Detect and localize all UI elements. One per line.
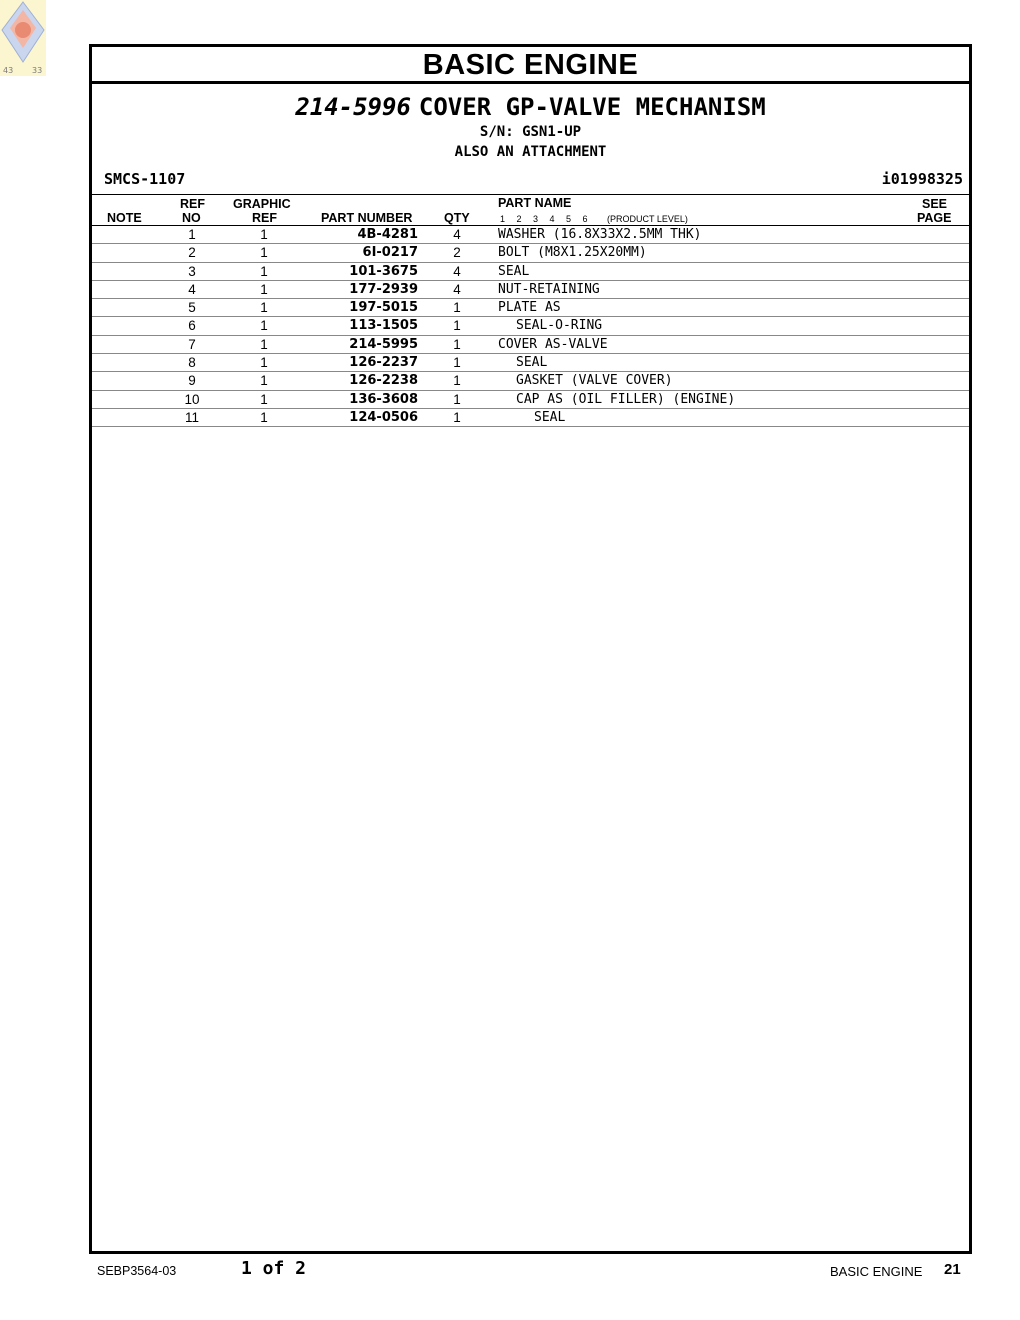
cell-part-number: 177-2939 <box>349 281 418 297</box>
table-row <box>92 354 969 372</box>
cell-part-number: 136-3608 <box>349 391 418 407</box>
smcs-code: SMCS-1107 <box>104 170 186 188</box>
col-graphic-top: GRAPHIC <box>233 197 291 211</box>
cell-part-name: PLATE AS <box>498 300 561 316</box>
parts-table-body <box>92 226 969 427</box>
cell-part-number: 126-2238 <box>349 373 418 389</box>
table-row <box>92 281 969 299</box>
section-title: BASIC ENGINE <box>92 47 969 84</box>
table-row <box>92 409 969 427</box>
parts-page-frame <box>89 44 972 1254</box>
cell-part-name: GASKET (VALVE COVER) <box>516 373 673 389</box>
cell-part-name: SEAL <box>516 355 548 371</box>
cell-ref-no: 11 <box>184 409 199 425</box>
cell-part-name: BOLT (M8X1.25X20MM) <box>498 245 647 261</box>
cell-graphic-ref: 1 <box>260 318 268 334</box>
cell-ref-no: 7 <box>188 336 196 352</box>
table-row <box>92 299 969 317</box>
cell-ref-no: 3 <box>188 263 196 279</box>
serial-number: S/N: GSN1-UP <box>479 124 582 140</box>
cell-qty: 4 <box>453 227 461 242</box>
cell-graphic-ref: 1 <box>260 245 268 261</box>
col-see-bottom: PAGE <box>917 211 952 225</box>
group-title <box>92 92 969 122</box>
cell-qty: 2 <box>453 245 461 261</box>
cell-graphic-ref: 1 <box>260 336 268 352</box>
cell-graphic-ref: 1 <box>260 373 268 389</box>
cell-graphic-ref: 1 <box>260 227 268 242</box>
table-row <box>92 391 969 409</box>
cell-qty: 1 <box>453 318 461 334</box>
cell-graphic-ref: 1 <box>260 409 268 425</box>
col-ref-bottom: NO <box>182 211 201 225</box>
illustration-id: i01998325 <box>881 170 963 188</box>
footer-section: BASIC ENGINE <box>830 1264 923 1279</box>
cell-ref-no: 8 <box>188 355 196 371</box>
cell-graphic-ref: 1 <box>260 391 268 407</box>
cell-part-name: SEAL-O-RING <box>516 318 603 334</box>
logo-number-right: 33 <box>32 66 43 75</box>
cell-qty: 1 <box>453 336 461 352</box>
col-see-top: SEE <box>922 197 948 211</box>
page-footer <box>0 1258 1020 1282</box>
cell-graphic-ref: 1 <box>260 281 268 297</box>
cell-part-name: NUT-RETAINING <box>498 281 600 297</box>
col-ref-top: REF <box>180 197 205 211</box>
cell-ref-no: 9 <box>188 373 196 389</box>
footer-page-of: 1 of 2 <box>241 1258 307 1279</box>
cell-part-number: 126-2237 <box>349 355 418 371</box>
cell-part-name: SEAL <box>498 263 530 279</box>
cell-part-name: COVER AS-VALVE <box>498 336 608 352</box>
col-part-name: PART NAME <box>498 196 572 210</box>
cell-part-name: SEAL <box>534 409 566 425</box>
table-row <box>92 317 969 335</box>
cell-qty: 1 <box>453 391 461 407</box>
cell-part-number: 6I-0217 <box>362 245 418 261</box>
cell-graphic-ref: 1 <box>260 300 268 316</box>
cell-part-name: WASHER (16.8X33X2.5MM THK) <box>498 227 702 242</box>
col-graphic-bottom: REF <box>252 211 277 225</box>
cell-qty: 1 <box>453 300 461 316</box>
table-row <box>92 244 969 262</box>
col-product-levels: 1 2 3 4 5 6 <box>500 214 588 224</box>
cell-part-name: CAP AS (OIL FILLER) (ENGINE) <box>516 391 736 407</box>
table-row <box>92 336 969 354</box>
cell-qty: 1 <box>453 355 461 371</box>
col-product-level-note: (PRODUCT LEVEL) <box>607 214 688 224</box>
cell-ref-no: 5 <box>188 300 196 316</box>
cell-graphic-ref: 1 <box>260 263 268 279</box>
footer-page-number: 21 <box>944 1261 961 1278</box>
col-note: NOTE <box>107 211 142 225</box>
cell-qty: 4 <box>453 281 461 297</box>
table-row <box>92 372 969 390</box>
cell-part-number: 113-1505 <box>349 318 418 334</box>
col-qty: QTY <box>444 211 470 225</box>
cell-part-number: 4B-4281 <box>357 227 418 242</box>
cell-ref-no: 1 <box>188 227 196 242</box>
table-row <box>92 226 969 244</box>
cell-part-number: 197-5015 <box>349 300 418 316</box>
cell-part-number: 124-0506 <box>349 409 418 425</box>
table-row <box>92 263 969 281</box>
cell-ref-no: 2 <box>188 245 196 261</box>
cell-graphic-ref: 1 <box>260 355 268 371</box>
col-part-number: PART NUMBER <box>321 211 413 225</box>
cell-ref-no: 4 <box>188 281 196 297</box>
group-part-number: 214-5996 <box>295 93 411 121</box>
cell-qty: 1 <box>453 409 461 425</box>
logo-number-left: 43 <box>3 66 14 75</box>
cell-qty: 4 <box>453 263 461 279</box>
group-name: COVER GP-VALVE MECHANISM <box>418 93 766 121</box>
logo-badge <box>0 0 46 76</box>
cell-qty: 1 <box>453 373 461 389</box>
cell-ref-no: 6 <box>188 318 196 334</box>
cell-ref-no: 10 <box>184 391 200 407</box>
meta-row <box>92 168 969 190</box>
table-header <box>92 194 969 226</box>
attachment-note: ALSO AN ATTACHMENT <box>454 144 607 160</box>
cell-part-number: 214-5995 <box>349 336 418 352</box>
cell-part-number: 101-3675 <box>349 263 418 279</box>
footer-doc-number: SEBP3564-03 <box>97 1264 177 1278</box>
